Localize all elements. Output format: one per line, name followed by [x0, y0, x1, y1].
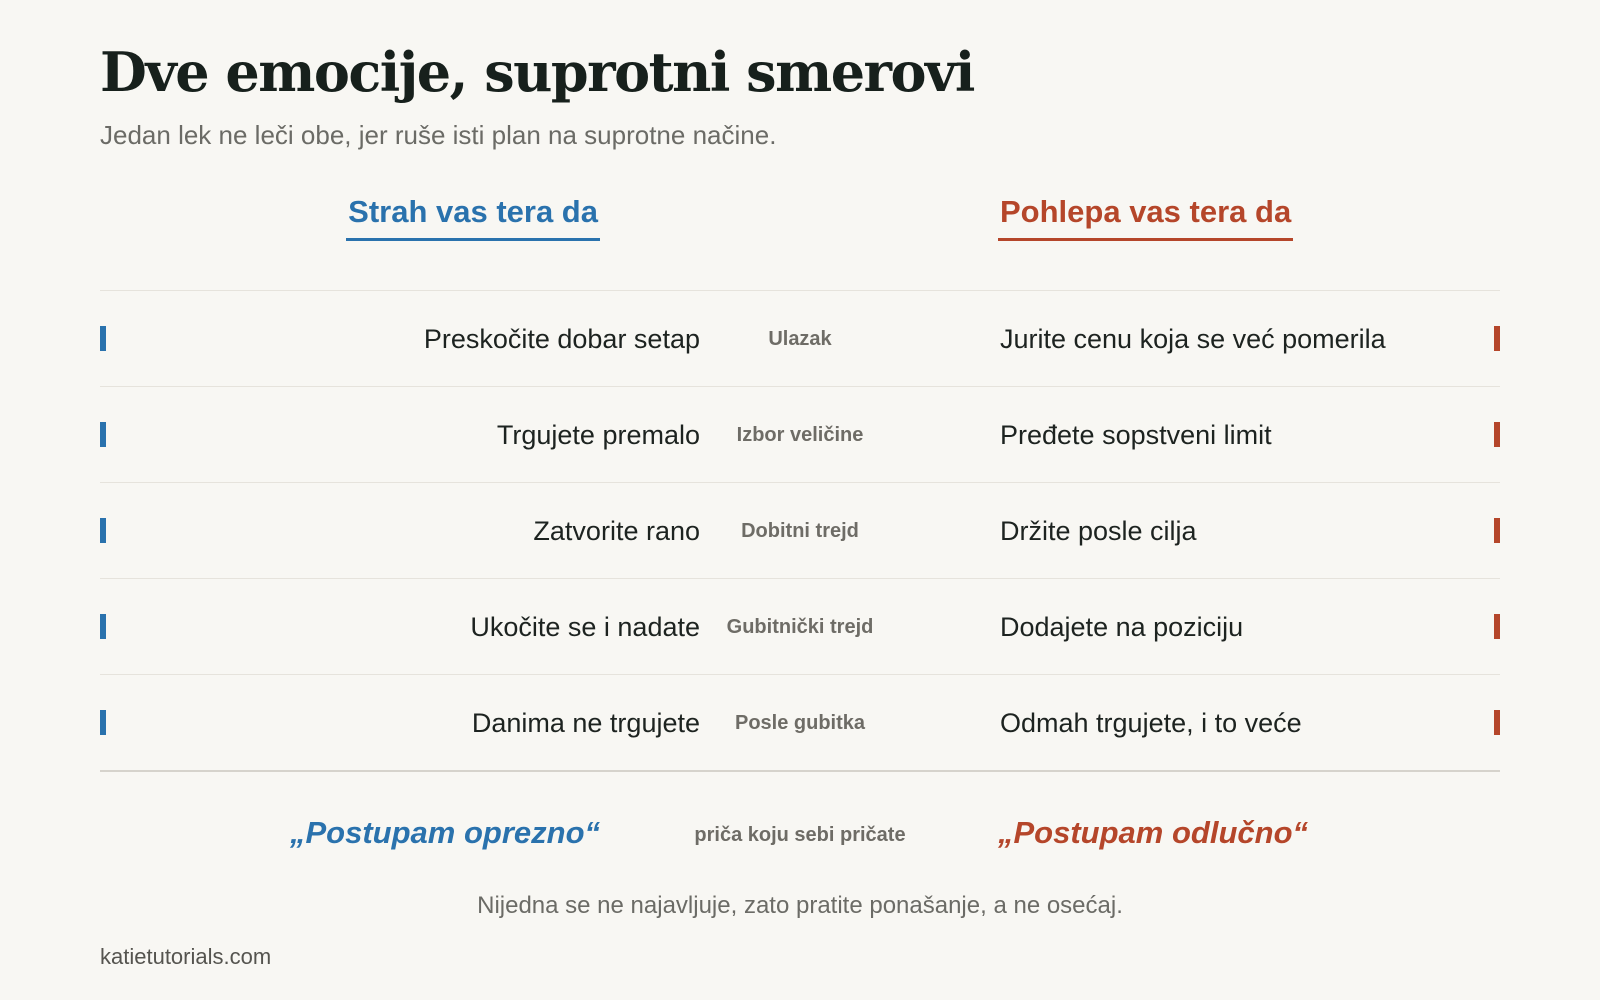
comparison-rows [100, 290, 1500, 772]
footer-source: katietutorials.com [100, 944, 272, 969]
fear-behavior: Preskočite dobar setap [423, 323, 700, 354]
greed-marker [1494, 614, 1500, 639]
greed-marker [1494, 422, 1500, 447]
greed-column-heading: Pohlepa vas tera da [998, 194, 1293, 241]
comparison-row [100, 482, 1500, 578]
greed-behavior: Dodajete na poziciju [1000, 611, 1244, 642]
page-subtitle: Jedan lek ne leči obe, jer ruše isti plan na suprotne načine. [100, 120, 777, 150]
situation-label: Gubitnički trejd [726, 615, 874, 638]
situation-label: Ulazak [768, 327, 832, 350]
fear-behavior: Zatvorite rano [533, 515, 700, 546]
situation-label: Izbor veličine [736, 423, 864, 446]
page-title: Dve emocije, suprotni smerovi [100, 40, 974, 104]
fear-story-quote: „Postupam oprezno“ [289, 815, 600, 850]
fear-marker [100, 710, 106, 735]
greed-marker [1494, 326, 1500, 351]
story-label: priča koju sebi pričate [694, 824, 906, 846]
fear-marker [100, 614, 106, 639]
greed-marker [1494, 710, 1500, 735]
greed-behavior: Pređete sopstveni limit [1000, 419, 1272, 450]
comparison-row [100, 578, 1500, 674]
greed-behavior: Držite posle cilja [1000, 515, 1197, 546]
fear-column-heading: Strah vas tera da [346, 194, 600, 241]
fear-behavior: Trgujete premalo [496, 419, 700, 450]
bottom-note: Nijedna se ne najavljuje, zato pratite ponašanje, a ne osećaj. [477, 892, 1123, 919]
comparison-row [100, 290, 1500, 386]
greed-behavior: Jurite cenu koja se već pomerila [1000, 323, 1386, 354]
fear-behavior: Danima ne trgujete [471, 707, 700, 738]
fear-marker [100, 326, 106, 351]
situation-label: Posle gubitka [734, 711, 866, 734]
comparison-row [100, 386, 1500, 482]
fear-marker [100, 518, 106, 543]
comparison-row [100, 674, 1500, 770]
fear-marker [100, 422, 106, 447]
fear-behavior: Ukočite se i nadate [470, 611, 700, 642]
greed-marker [1494, 518, 1500, 543]
greed-behavior: Odmah trgujete, i to veće [1000, 707, 1302, 738]
greed-story-quote: „Postupam odlučno“ [998, 815, 1308, 850]
situation-label: Dobitni trejd [741, 519, 859, 542]
